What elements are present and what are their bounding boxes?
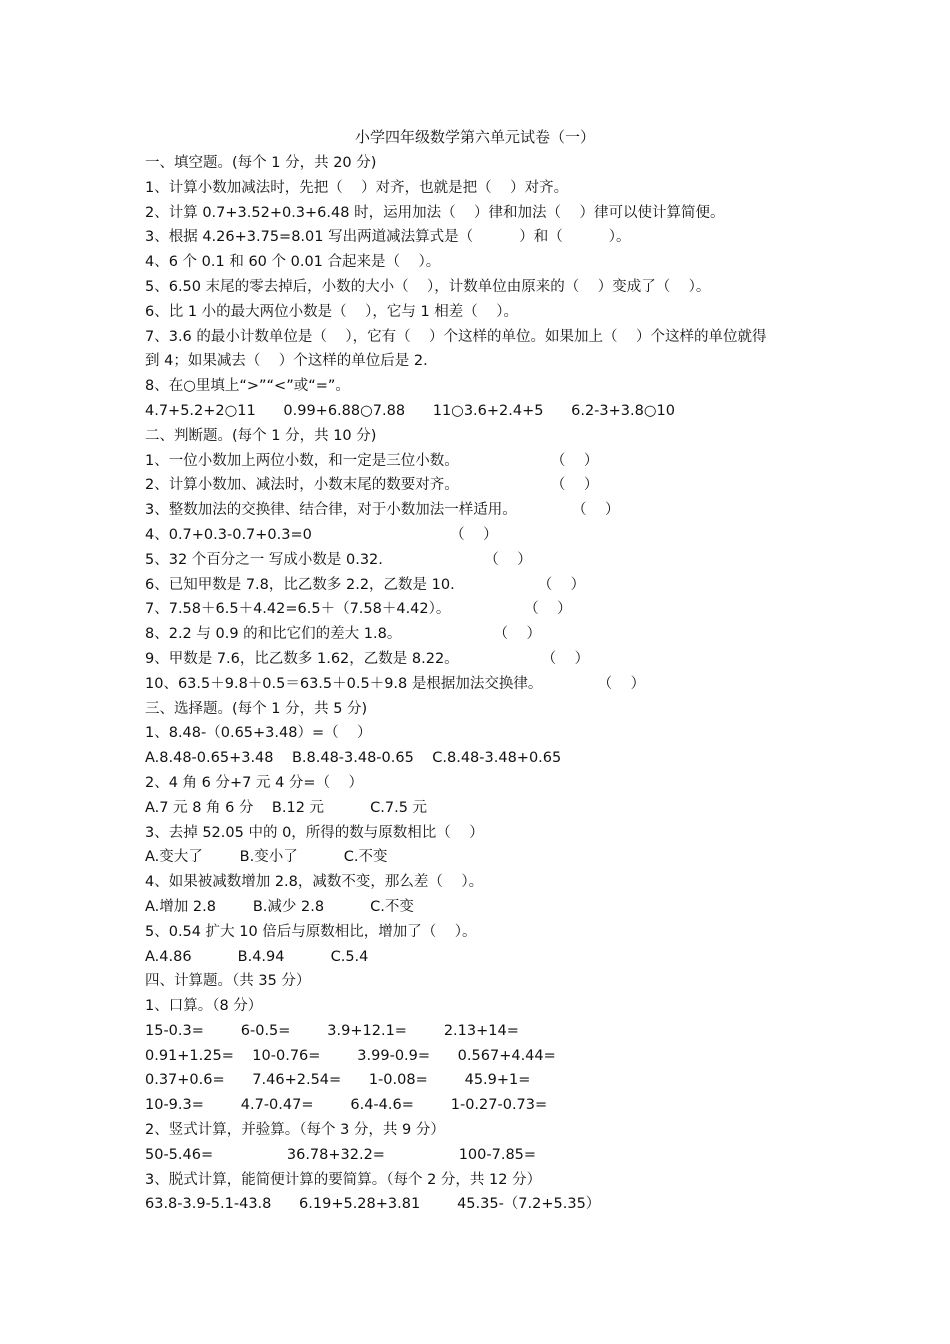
line-text: A.7 元 8 角 6 分 B.12 元 C.7.5 元 xyxy=(145,799,428,816)
line-text: 三、选择题。(每个 1 分，共 5 分) xyxy=(145,700,368,717)
line-text: 3、去掉 52.05 中的 0，所得的数与原数相比（ ） xyxy=(145,824,484,841)
line-text: 0.91+1.25= 10-0.76= 3.99-0.9= 0.567+4.44= xyxy=(145,1047,556,1064)
line-text: 4、0.7+0.3-0.7+0.3=0 （ ） xyxy=(145,526,498,543)
text-line xyxy=(145,473,815,498)
text-line xyxy=(145,622,815,647)
text-line xyxy=(145,1143,815,1168)
text-line xyxy=(145,647,815,672)
text-line xyxy=(145,771,815,796)
text-line xyxy=(145,151,815,176)
line-text: 2、计算 0.7+3.52+0.3+6.48 时，运用加法（ ）律和加法（ ）律可以使计算简便。 xyxy=(145,204,725,221)
line-text: 10-9.3= 4.7-0.47= 6.4-4.6= 1-0.27-0.73= xyxy=(145,1097,548,1114)
line-text: 5、32 个百分之一 写成小数是 0.32. （ ） xyxy=(145,551,532,568)
text-line xyxy=(145,201,815,226)
text-line xyxy=(145,374,815,399)
text-line xyxy=(145,275,815,300)
text-line xyxy=(145,250,815,275)
text-line xyxy=(145,796,815,821)
text-line xyxy=(145,994,815,1019)
line-text: 1、口算。（8 分） xyxy=(145,998,263,1015)
text-line xyxy=(145,573,815,598)
text-line xyxy=(145,399,815,424)
line-text: 4、如果被减数增加 2.8，减数不变，那么差（ ）。 xyxy=(145,874,484,891)
line-text: 7、3.6 的最小计数单位是（ ），它有（ ）个这样的单位。如果加上（ ）个这样的单位就得 xyxy=(145,328,767,345)
text-line xyxy=(145,821,815,846)
line-text: 50-5.46= 36.78+32.2= 100-7.85= xyxy=(145,1146,537,1163)
text-line xyxy=(145,449,815,474)
line-text: 1、计算小数加减法时，先把（ ）对齐，也就是把（ ）对齐。 xyxy=(145,179,569,196)
line-text: 二、判断题。(每个 1 分，共 10 分) xyxy=(145,427,377,444)
text-line xyxy=(145,1044,815,1069)
line-text: 3、脱式计算，能简便计算的要简算。（每个 2 分，共 12 分） xyxy=(145,1171,542,1188)
text-line xyxy=(145,969,815,994)
line-text: 5、6.50 末尾的零去掉后，小数的大小（ ），计数单位由原来的（ ）变成了（ ）。 xyxy=(145,278,711,295)
text-line xyxy=(145,1093,815,1118)
line-text: 4.7+5.2+2○11 0.99+6.88○7.88 11○3.6+2.4+5 6.2-3+3.8○10 xyxy=(145,402,675,419)
line-text: 10、63.5＋9.8＋0.5＝63.5＋0.5＋9.8 是根据加法交换律。 （ ） xyxy=(145,675,646,692)
line-text: 6、已知甲数是 7.8，比乙数多 2.2，乙数是 10. （ ） xyxy=(145,576,586,593)
line-text: A.变大了 B.变小了 C.不变 xyxy=(145,849,388,866)
text-line xyxy=(145,1192,815,1217)
line-text: 到 4；如果减去（ ）个这样的单位后是 2. xyxy=(145,353,428,370)
text-line xyxy=(145,1118,815,1143)
text-line xyxy=(145,424,815,449)
text-line xyxy=(145,1168,815,1193)
text-line xyxy=(145,721,815,746)
line-text: 四、计算题。（共 35 分） xyxy=(145,973,311,990)
line-text: 6、比 1 小的最大两位小数是（ ），它与 1 相差（ ）。 xyxy=(145,303,518,320)
text-line xyxy=(145,1019,815,1044)
text-line xyxy=(145,697,815,722)
line-text: 4、6 个 0.1 和 60 个 0.01 合起来是（ ）。 xyxy=(145,254,441,271)
text-line xyxy=(145,597,815,622)
text-line xyxy=(145,548,815,573)
line-text: 一、填空题。(每个 1 分，共 20 分) xyxy=(145,155,377,171)
line-text: 1、8.48-（0.65+3.48）=（ ） xyxy=(145,725,372,742)
line-text: 2、竖式计算，并验算。（每个 3 分，共 9 分） xyxy=(145,1122,445,1139)
text-line xyxy=(145,498,815,523)
text-line xyxy=(145,845,815,870)
text-line xyxy=(145,1068,815,1093)
text-line xyxy=(145,325,815,350)
line-text: 3、整数加法的交换律、结合律，对于小数加法一样适用。 （ ） xyxy=(145,502,620,519)
line-text: 8、2.2 与 0.9 的和比它们的差大 1.8。 （ ） xyxy=(145,626,541,643)
text-line xyxy=(145,672,815,697)
text-line xyxy=(145,895,815,920)
text-line xyxy=(145,176,815,201)
line-text: 2、4 角 6 分+7 元 4 分=（ ） xyxy=(145,774,364,791)
line-text: 5、0.54 扩大 10 倍后与原数相比，增加了（ ）。 xyxy=(145,923,477,940)
line-text: A.增加 2.8 B.减少 2.8 C.不变 xyxy=(145,898,414,915)
line-text: A.8.48-0.65+3.48 B.8.48-3.48-0.65 C.8.48-3.48+0.65 xyxy=(145,750,562,767)
line-text: 2、计算小数加、减法时，小数末尾的数要对齐。 （ ） xyxy=(145,477,599,494)
document-title: 小学四年级数学第六单元试卷（一） xyxy=(354,128,595,146)
line-text: 63.8-3.9-5.1-43.8 6.19+5.28+3.81 45.35-（7.2+5.35） xyxy=(145,1196,601,1213)
line-text: A.4.86 B.4.94 C.5.4 xyxy=(145,948,369,965)
text-line xyxy=(145,746,815,771)
line-text: 7、7.58＋6.5＋4.42=6.5＋（7.58＋4.42）。 （ ） xyxy=(145,601,572,618)
text-line xyxy=(145,920,815,945)
text-line xyxy=(145,300,815,325)
text-line xyxy=(145,945,815,970)
line-text: 1、一位小数加上两位小数，和一定是三位小数。 （ ） xyxy=(145,452,599,469)
text-line xyxy=(145,349,815,374)
exam-body xyxy=(145,151,815,1217)
text-line xyxy=(145,225,815,250)
line-text: 15-0.3= 6-0.5= 3.9+12.1= 2.13+14= xyxy=(145,1022,519,1039)
text-line xyxy=(145,870,815,895)
line-text: 0.37+0.6= 7.46+2.54= 1-0.08= 45.9+1= xyxy=(145,1072,531,1089)
text-line xyxy=(145,523,815,548)
line-text: 9、甲数是 7.6，比乙数多 1.62，乙数是 8.22。 （ ） xyxy=(145,650,590,667)
line-text: 8、在○里填上“>”“<”或“=”。 xyxy=(145,378,350,395)
line-text: 3、根据 4.26+3.75=8.01 写出两道减法算式是（ ）和（ ）。 xyxy=(145,229,631,246)
